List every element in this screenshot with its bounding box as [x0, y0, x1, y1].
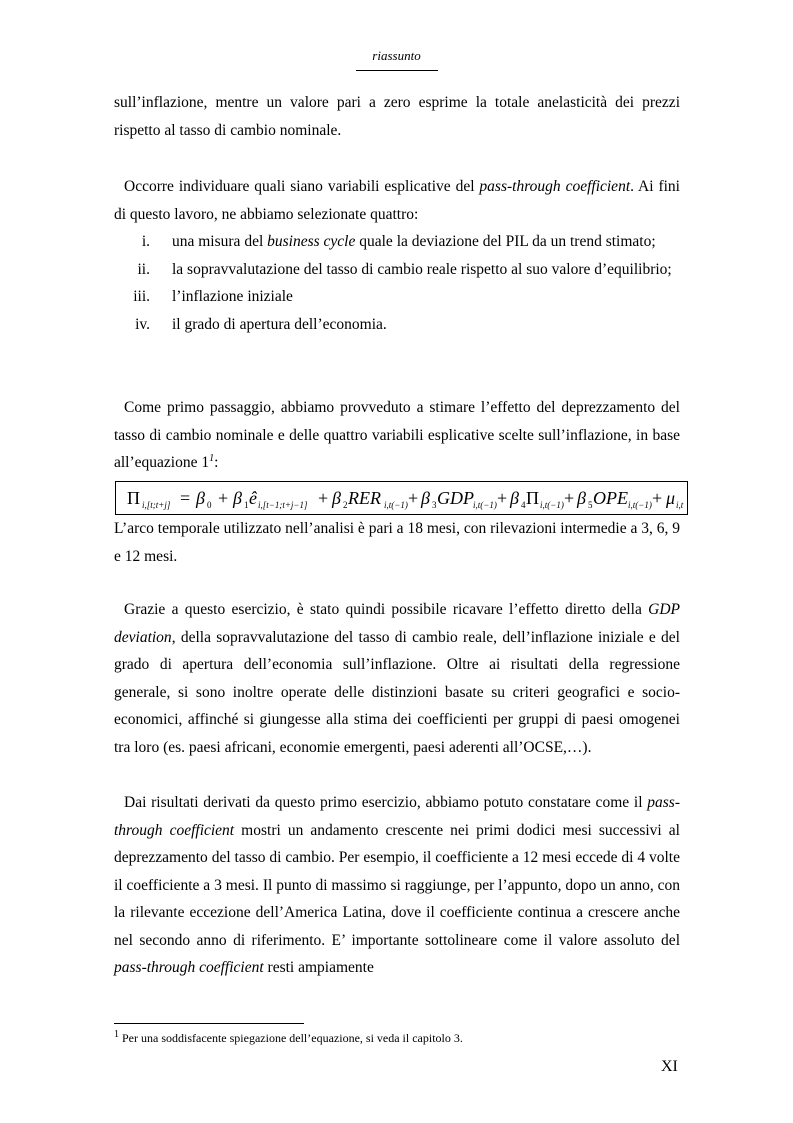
- p6-text-e: resti ampiamente: [263, 959, 374, 976]
- equation-box: [115, 481, 688, 515]
- paragraph-3: [114, 394, 680, 477]
- eq-plus: +: [564, 488, 575, 508]
- paragraph-2: [114, 173, 680, 228]
- paragraph-5: [114, 596, 680, 761]
- paragraph-6: [114, 789, 680, 982]
- list-text: quale la deviazione del PIL da un trend stimato;: [355, 233, 656, 250]
- eq-rer: RER: [348, 488, 381, 508]
- eq-lhs-sub: i,[t;t+j]: [142, 500, 171, 510]
- eq-pi-sub: i,t(−1): [540, 500, 564, 510]
- eq-ehat-sub: i,[t−1;t+j−1]: [258, 500, 308, 510]
- eq-beta1: β: [233, 488, 242, 508]
- eq-gdp: GDP: [437, 488, 474, 508]
- variables-list: [114, 228, 680, 338]
- list-item: [114, 311, 680, 339]
- eq-beta4-sub: 4: [521, 500, 526, 510]
- p6-text-c: mostri un andamento crescente nei primi dodici mesi successivi al deprezzamento del tasso di cambio. Per esempio, il coefficiente a 12 mesi eccede di 4 volte il coefficiente a 3 mesi. Il punto di massimo si raggiunge, per l’appunto, dopo un anno, con la rilevante eccezione dell’America Latina, dove il coefficiente continua a crescere anche nel secondo anno di riferimento. E’ importante sottolineare come il valore assoluto del: [114, 821, 680, 949]
- list-number: i.: [141, 233, 150, 250]
- eq-gdp-sub: i,t(−1): [473, 500, 497, 510]
- p6-term: pass-through coefficient: [114, 794, 680, 839]
- eq-beta2: β: [332, 488, 341, 508]
- list-text: una misura del: [172, 233, 268, 250]
- eq-lhs: Π: [127, 488, 140, 508]
- eq-beta3: β: [421, 488, 430, 508]
- eq-equals: =: [180, 488, 191, 508]
- eq-beta3-sub: 3: [432, 500, 437, 510]
- footnote-text: Per una soddisfacente spiegazione dell’equazione, si veda il capitolo 3.: [119, 1031, 463, 1045]
- eq-plus: +: [652, 488, 663, 508]
- eq-plus: +: [318, 488, 329, 508]
- footnote-mark: 1: [114, 1029, 119, 1040]
- eq-beta5-sub: 5: [588, 500, 593, 510]
- eq-plus: +: [218, 488, 229, 508]
- eq-beta0-sub: 0: [207, 500, 212, 510]
- eq-ope: OPE: [593, 488, 628, 508]
- list-term: business cycle: [267, 233, 356, 250]
- eq-rer-sub: i,t(−1): [384, 500, 408, 510]
- eq-plus: +: [408, 488, 419, 508]
- p5-term: GDP deviation: [114, 601, 680, 646]
- p6-term-2: pass-through coefficient: [114, 959, 264, 976]
- p5-text-a: Grazie a questo esercizio, è stato quindi possibile ricavare l’effetto diretto della: [124, 601, 649, 618]
- page-number: XI: [661, 1058, 678, 1075]
- list-item: [114, 228, 680, 256]
- running-header: riassunto: [372, 48, 421, 63]
- eq-ehat: ê: [249, 488, 257, 508]
- p2-text-a: Occorre individuare quali siano variabili esplicative del: [124, 178, 480, 195]
- eq-beta1-sub: 1: [244, 500, 249, 510]
- p2-text-c: . Ai fini di questo lavoro, ne abbiamo selezionate quattro:: [114, 178, 680, 223]
- p4-text: L’arco temporale utilizzato nell’analisi è pari a 18 mesi, con rilevazioni intermedie a 3, 6, 9 e 12 mesi.: [114, 520, 680, 565]
- p5-text-c: , della sopravvalutazione del tasso di cambio reale, dell’inflazione iniziale e del grado di apertura dell’economia sull’inflazione. Oltre ai risultati della regressione generale, si sono inoltre operate delle distinzioni basate su criteri geografici e socio-economici, affinché si giungesse alla stima dei coefficienti per gruppi di paesi omogenei tra loro (es. paesi africani, economie emergenti, paesi aderenti all’OCSE,…).: [114, 628, 680, 756]
- paragraph-4: [114, 515, 680, 570]
- p2-term: pass-through coefficient: [479, 178, 631, 195]
- eq-pi: Π: [526, 488, 539, 508]
- list-text: l’inflazione iniziale: [172, 288, 293, 305]
- footnote-rule: [114, 1023, 304, 1024]
- eq-beta4: β: [510, 488, 519, 508]
- list-text: il grado di apertura dell’economia.: [172, 315, 387, 333]
- eq-plus: +: [497, 488, 508, 508]
- p3-text: Come primo passaggio, abbiamo provveduto a stimare l’effetto del deprezzamento del tasso di cambio nominale e delle quattro variabili esplicative scelte sull’inflazione, in base all’equazione 1: [114, 399, 680, 471]
- footnote: [114, 1031, 463, 1046]
- list-item: [114, 283, 680, 311]
- list-item: [114, 256, 680, 284]
- eq-beta0: β: [196, 488, 205, 508]
- eq-beta5: β: [577, 488, 586, 508]
- list-text: la sopravvalutazione del tasso di cambio reale rispetto al suo valore d’equilibrio;: [172, 260, 672, 278]
- list-number: iv.: [135, 315, 150, 333]
- header-rule: [356, 70, 438, 71]
- list-number: iii.: [133, 288, 150, 305]
- p3-end: :: [214, 454, 219, 471]
- p6-text-a: Dai risultati derivati da questo primo esercizio, abbiamo potuto constatare come il: [124, 794, 648, 811]
- eq-beta2-sub: 2: [343, 500, 348, 510]
- footnote-ref: 1: [209, 452, 215, 464]
- eq-mu: μ: [666, 488, 676, 508]
- paragraph-1: [114, 89, 680, 144]
- eq-ope-sub: i,t(−1): [628, 500, 652, 510]
- eq-mu-sub: i,t: [676, 500, 684, 510]
- equation: [116, 482, 689, 516]
- list-number: ii.: [137, 260, 150, 278]
- paragraph-1-text: sull’inflazione, mentre un valore pari a zero esprime la totale anelasticità dei prezzi rispetto al tasso di cambio nominale.: [114, 94, 680, 139]
